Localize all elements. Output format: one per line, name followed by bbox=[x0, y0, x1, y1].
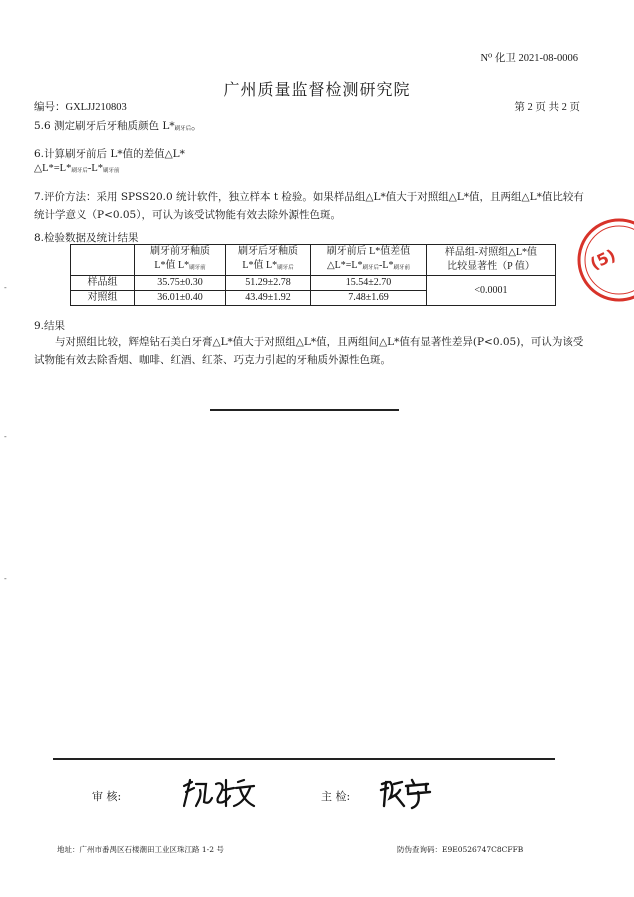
row-after: 43.49±1.92 bbox=[226, 291, 311, 306]
report-number: 编号：GXLJJ210803 bbox=[34, 102, 127, 113]
row-group: 样品组 bbox=[71, 276, 135, 291]
header-diff-line2b: -L* bbox=[379, 260, 394, 271]
table-row bbox=[71, 276, 556, 291]
row-before: 35.75±0.30 bbox=[135, 276, 226, 291]
inspector-signature bbox=[378, 776, 434, 812]
end-of-content-rule bbox=[210, 409, 399, 411]
section-9-result-text: 与对照组比较，辉煌钻石美白牙膏△L*值大于对照组△L*值，且两组间△L*值有显著性差异(P<0.05)，可认为该受试物能有效去除香烟、咖啡、红酒、红茶、巧克力引起的牙釉质外源性色斑。 bbox=[34, 336, 584, 366]
institute-title: 广州质量监督检测研究院 bbox=[223, 80, 411, 99]
section-5-6-end: 。 bbox=[191, 120, 202, 132]
formula-subscript-after: 刷牙后 bbox=[71, 168, 88, 174]
row-before: 36.01±0.40 bbox=[135, 291, 226, 306]
inspector-label: 主 检: bbox=[321, 790, 351, 803]
header-diff-line2: △L*=L* bbox=[326, 260, 363, 271]
table-header-before bbox=[135, 245, 226, 276]
formula-part-b: -L* bbox=[87, 163, 104, 174]
reviewer-signature bbox=[180, 776, 260, 810]
header-diff-sub2: 刷牙前 bbox=[393, 265, 411, 271]
p-value-cell: <0.0001 bbox=[427, 276, 556, 306]
header-before-sub: 刷牙前 bbox=[189, 265, 206, 271]
row-diff: 7.48±1.69 bbox=[311, 291, 427, 306]
footer-verification-code: 防伪查询码：E9E0526747C8CFFB bbox=[397, 845, 524, 854]
table-header-significance bbox=[427, 245, 556, 276]
table-header-row bbox=[71, 245, 556, 276]
table-header-diff bbox=[311, 245, 427, 276]
header-before-line2: L*值 L* bbox=[154, 260, 190, 271]
section-6-formula bbox=[34, 162, 120, 174]
stamp-text: (5) bbox=[587, 245, 619, 274]
formula-subscript-before: 刷牙前 bbox=[103, 168, 120, 174]
header-significance-line2: 比较显著性（P 值） bbox=[447, 261, 535, 272]
header-significance-line1: 样品组-对照组△L*值 bbox=[444, 247, 538, 258]
header-after-line1: 刷牙后牙釉质 bbox=[238, 246, 298, 257]
document-number: N⁰ 化卫 2021-08-0006 bbox=[480, 53, 578, 64]
page-indicator: 第 2 页 共 2 页 bbox=[514, 102, 580, 113]
scan-edge-mark: - bbox=[4, 283, 7, 292]
official-seal-stamp bbox=[574, 215, 634, 305]
results-table bbox=[70, 244, 556, 306]
scan-edge-mark: - bbox=[4, 432, 7, 441]
row-group: 对照组 bbox=[71, 291, 135, 306]
section-5-6-text: 5.6 测定刷牙后牙釉质颜色 L* bbox=[34, 120, 175, 132]
header-diff-sub1: 刷牙后 bbox=[362, 265, 380, 271]
section-8-heading: 8.检验数据及统计结果 bbox=[34, 232, 139, 244]
scan-edge-mark: - bbox=[4, 574, 7, 583]
header-after-line2: L*值 L* bbox=[242, 260, 278, 271]
section-7-evaluation-method: 7.评价方法：采用 SPSS20.0 统计软件，独立样本 t 检验。如果样品组△L*值大于对照组△L*值，且两组△L*值比较有统计学意义（P<0.05），可认为该受试物能有效去除外源性色斑。 bbox=[34, 191, 584, 221]
header-before-line1: 刷牙前牙釉质 bbox=[150, 246, 210, 257]
table-header-empty bbox=[71, 245, 135, 276]
section-6-heading: 6.计算刷牙前后 L*值的差值△L* bbox=[34, 148, 185, 160]
reviewer-label: 审 核: bbox=[92, 790, 122, 803]
header-after-sub: 刷牙后 bbox=[277, 265, 294, 271]
footer-address: 地址：广州市番禺区石楼潮田工业区珠江路 1-2 号 bbox=[57, 845, 224, 854]
section-5-6-subscript: 刷牙后 bbox=[174, 126, 192, 132]
row-after: 51.29±2.78 bbox=[226, 276, 311, 291]
row-diff: 15.54±2.70 bbox=[311, 276, 427, 291]
section-5-6 bbox=[34, 118, 202, 133]
formula-part-a: △L*=L* bbox=[34, 163, 72, 174]
table-header-after bbox=[226, 245, 311, 276]
section-9-heading: 9.结果 bbox=[34, 320, 66, 332]
footer-rule bbox=[53, 758, 555, 760]
header-diff-line1: 刷牙前后 L*值差值 bbox=[326, 246, 411, 257]
